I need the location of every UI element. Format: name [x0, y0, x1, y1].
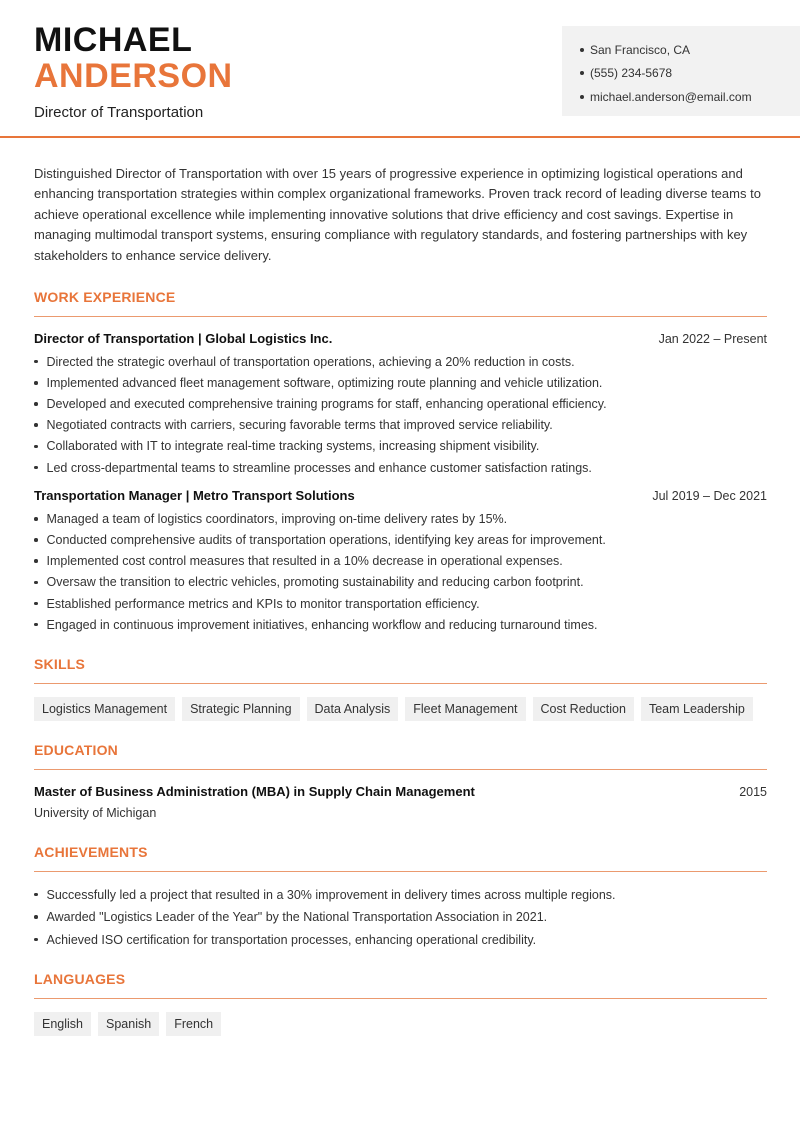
list-item-text: Directed the strategic overhaul of transportation operations, achieving a 20% reduction in costs. [46, 354, 575, 369]
bullet-icon [34, 517, 38, 521]
language-chip: French [166, 1012, 221, 1036]
section-title: ACHIEVEMENTS [34, 844, 767, 872]
last-name: ANDERSON [34, 57, 233, 95]
job-role: Transportation Manager | Metro Transport Solutions [34, 488, 355, 504]
bullet-icon [580, 95, 584, 99]
list-item-text: Managed a team of logistics coordinators, improving on-time delivery rates by 15%. [46, 511, 508, 526]
contact-location [580, 38, 800, 62]
job-role: Director of Transportation | Global Logistics Inc. [34, 331, 333, 347]
language-chip: English [34, 1012, 91, 1036]
contact-phone [580, 62, 800, 86]
bullet-icon [580, 71, 584, 75]
achievements-section [34, 844, 767, 951]
phone-text: (555) 234-5678 [590, 66, 673, 81]
education-header [34, 784, 767, 799]
skill-chip: Strategic Planning [182, 697, 299, 721]
list-item-text: Oversaw the transition to electric vehicles, promoting sustainability and reducing carbon footprint. [46, 575, 584, 590]
section-title: SKILLS [34, 656, 767, 684]
list-item [34, 928, 767, 951]
summary: Distinguished Director of Transportation with over 15 years of progressive experience in optimizing logistical operations and enhancing transportation strategies within complex organizational frameworks. Proven track record of leading diverse teams to achieve operational excellence while implementing innovative solutions that drive efficiency and cost savings. Expertise in managing multimodal transport systems, ensuring compliance with regulatory standards, and fostering partnerships with key stakeholders to enhance service delivery. [34, 166, 761, 263]
job-bullets [34, 508, 767, 635]
location-text: San Francisco, CA [590, 42, 691, 57]
graduation-year: 2015 [739, 785, 767, 800]
skills-section [34, 656, 767, 721]
list-item [34, 906, 767, 929]
list-item [34, 372, 767, 393]
bullet-icon [34, 423, 38, 427]
language-chip: Spanish [98, 1012, 159, 1036]
list-item-text: Engaged in continuous improvement initiatives, enhancing workflow and reducing turnaround times. [46, 617, 598, 632]
bullet-icon [34, 559, 38, 563]
job-dates: Jul 2019 – Dec 2021 [652, 489, 767, 504]
list-item [34, 457, 767, 478]
job-entry [34, 331, 767, 478]
bullet-icon [34, 402, 38, 406]
list-item [34, 393, 767, 414]
education-entry [34, 784, 767, 820]
list-item [34, 572, 767, 593]
job-header [34, 331, 767, 346]
achievements-list [34, 883, 767, 951]
list-item-text: Awarded "Logistics Leader of the Year" by the National Transportation Association in 2021. [46, 910, 548, 925]
list-item-text: Conducted comprehensive audits of transportation operations, identifying key areas for improvement. [46, 532, 606, 547]
list-item [34, 551, 767, 572]
job-bullets [34, 351, 767, 478]
list-item-text: Achieved ISO certification for transportation processes, enhancing operational credibility. [46, 932, 537, 947]
bullet-icon [34, 466, 38, 470]
bullet-icon [580, 48, 584, 52]
bullet-icon [34, 915, 38, 919]
bullet-icon [34, 602, 38, 606]
list-item [34, 436, 767, 457]
resume-header [0, 0, 800, 138]
languages-list [34, 1012, 767, 1036]
email-text: michael.anderson@email.com [590, 89, 752, 104]
resume-body [34, 164, 767, 1036]
first-name: MICHAEL [34, 21, 193, 59]
list-item-text: Collaborated with IT to integrate real-time tracking systems, increasing shipment visibility. [46, 439, 540, 454]
bullet-icon [34, 538, 38, 542]
education-section [34, 742, 767, 820]
skill-chip: Fleet Management [405, 697, 525, 721]
bullet-icon [34, 893, 38, 897]
list-item-text: Led cross-departmental teams to streamline processes and enhance customer satisfaction ratings. [46, 460, 592, 475]
bullet-icon [34, 623, 38, 627]
skill-chip: Team Leadership [641, 697, 753, 721]
job-header [34, 488, 767, 503]
contact-box [562, 26, 800, 116]
name-block [34, 22, 233, 121]
degree: Master of Business Administration (MBA) in Supply Chain Management [34, 784, 475, 800]
languages-section [34, 971, 767, 1036]
section-title: EDUCATION [34, 742, 767, 770]
list-item [34, 883, 767, 906]
work-experience-section [34, 289, 767, 635]
list-item [34, 508, 767, 529]
list-item-text: Developed and executed comprehensive training programs for staff, enhancing operational efficiency. [46, 397, 607, 411]
list-item-text: Established performance metrics and KPIs to monitor transportation efficiency. [46, 596, 480, 611]
skill-chip: Logistics Management [34, 697, 175, 721]
list-item [34, 614, 767, 635]
list-item-text: Successfully led a project that resulted in a 30% improvement in delivery times across multiple regions. [46, 887, 616, 902]
job-title: Director of Transportation [34, 104, 204, 121]
list-item [34, 351, 767, 372]
list-item-text: Implemented advanced fleet management software, optimizing route planning and vehicle utilization. [46, 375, 603, 390]
school: University of Michigan [34, 806, 157, 821]
job-entry [34, 488, 767, 635]
bullet-icon [34, 445, 38, 449]
contact-email [580, 85, 800, 109]
list-item-text: Negotiated contracts with carriers, securing favorable terms that improved service reliability. [46, 418, 553, 433]
bullet-icon [34, 581, 38, 585]
list-item [34, 593, 767, 614]
list-item-text: Implemented cost control measures that resulted in a 10% decrease in operational expenses. [46, 554, 563, 569]
bullet-icon [34, 938, 38, 942]
skills-list [34, 697, 767, 721]
skill-chip: Data Analysis [307, 697, 399, 721]
section-title: LANGUAGES [34, 971, 767, 999]
skill-chip: Cost Reduction [533, 697, 634, 721]
list-item [34, 529, 767, 550]
job-dates: Jan 2022 – Present [658, 332, 767, 347]
bullet-icon [34, 381, 38, 385]
section-title: WORK EXPERIENCE [34, 289, 767, 317]
list-item [34, 415, 767, 436]
bullet-icon [34, 360, 38, 364]
